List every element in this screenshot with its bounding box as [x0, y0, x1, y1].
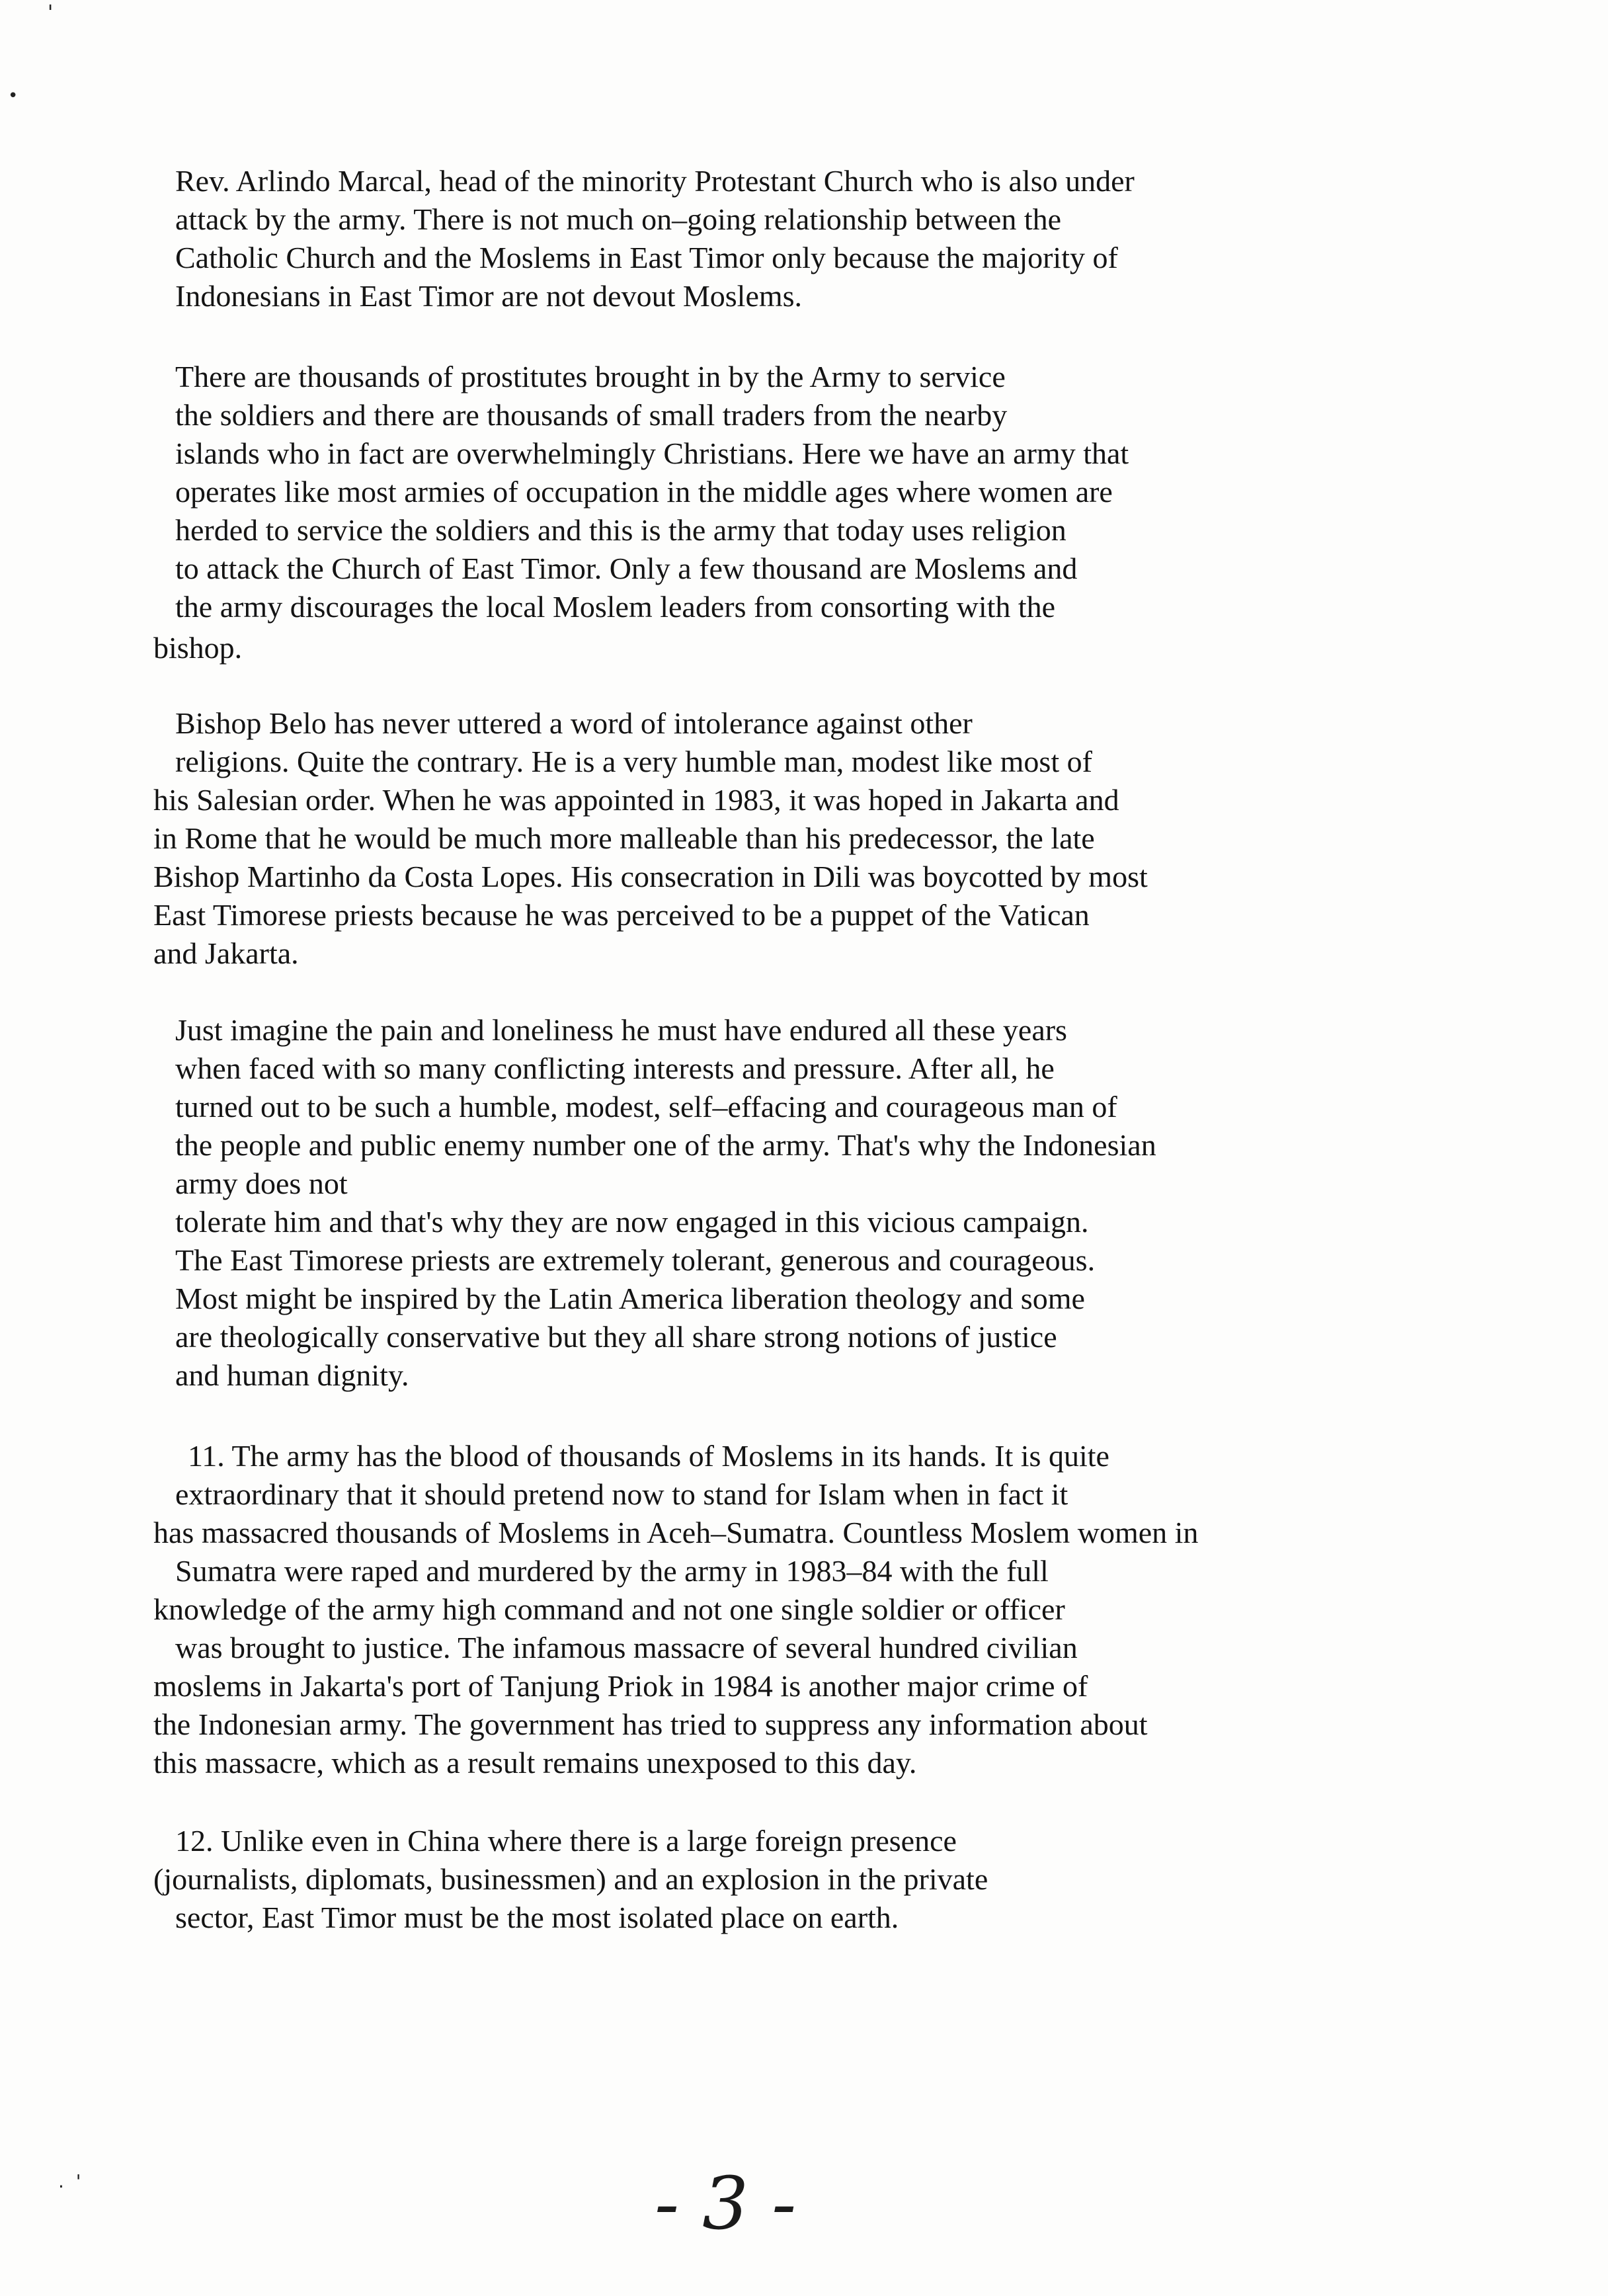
text-line: The East Timorese priests are extremely tolerant, generous and courageous.: [175, 1243, 1096, 1277]
text-line: the army discourages the local Moslem leaders from consorting with the: [175, 590, 1056, 624]
text-line: Most might be inspired by the Latin America liberation theology and some: [175, 1282, 1085, 1315]
text-line: sector, East Timor must be the most isolated place on earth.: [175, 1901, 899, 1934]
text-line: Sumatra were raped and murdered by the army in 1983–84 with the full: [175, 1554, 1049, 1588]
scan-mark-bottom: . ': [58, 2170, 81, 2192]
text-line: herded to service the soldiers and this is the army that today uses religion: [175, 513, 1066, 547]
text-line: to attack the Church of East Timor. Only a few thousand are Moslems and: [175, 552, 1078, 585]
text-line: 11. The army has the blood of thousands of Moslems in its hands. It is quite: [188, 1439, 1109, 1473]
text-line: and human dignity.: [175, 1358, 409, 1392]
text-line: Rev. Arlindo Marcal, head of the minority Protestant Church who is also under: [175, 164, 1135, 198]
text-line: extraordinary that it should pretend now to stand for Islam when in fact it: [175, 1477, 1068, 1511]
text-line: bishop.: [153, 631, 243, 665]
text-line: turned out to be such a humble, modest, self–effacing and courageous man of: [175, 1090, 1117, 1124]
text-line: the people and public enemy number one of the army. That's why the Indonesian: [175, 1128, 1156, 1162]
text-line: his Salesian order. When he was appointed in 1983, it was hoped in Jakarta and: [153, 783, 1119, 817]
text-line: Just imagine the pain and loneliness he must have endured all these years: [175, 1013, 1067, 1047]
text-line: and Jakarta.: [153, 936, 299, 970]
text-line: 12. Unlike even in China where there is a large foreign presence: [175, 1824, 957, 1858]
scan-mark-top: ': [48, 1, 54, 24]
text-line: attack by the army. There is not much on–going relationship between the: [175, 202, 1062, 236]
text-line: operates like most armies of occupation in the middle ages where women are: [175, 475, 1113, 509]
text-line: the soldiers and there are thousands of small traders from the nearby: [175, 398, 1008, 432]
text-line: tolerate him and that's why they are now engaged in this vicious campaign.: [175, 1205, 1089, 1239]
text-line: has massacred thousands of Moslems in Aceh–Sumatra. Countless Moslem women in: [153, 1516, 1199, 1549]
text-line: are theologically conservative but they all share strong notions of justice: [175, 1320, 1057, 1354]
text-line: knowledge of the army high command and not one single soldier or officer: [153, 1592, 1065, 1626]
text-line: religions. Quite the contrary. He is a very humble man, modest like most of: [175, 745, 1092, 778]
text-line: Catholic Church and the Moslems in East Timor only because the majority of: [175, 241, 1118, 274]
text-line: Indonesians in East Timor are not devout Moslems.: [175, 279, 803, 313]
text-line: Bishop Belo has never uttered a word of intolerance against other: [175, 706, 973, 740]
text-line: in Rome that he would be much more malleable than his predecessor, the late: [153, 821, 1095, 855]
text-line: East Timorese priests because he was perceived to be a puppet of the Vatican: [153, 898, 1090, 932]
text-line: this massacre, which as a result remains unexposed to this day.: [153, 1746, 917, 1780]
text-line: islands who in fact are overwhelmingly Christians. Here we have an army that: [175, 436, 1129, 470]
page-number: - 3 -: [655, 2161, 797, 2246]
scan-mark-dot: •: [8, 86, 19, 106]
text-line: There are thousands of prostitutes brought in by the Army to service: [175, 360, 1006, 393]
text-line: the Indonesian army. The government has tried to suppress any information about: [153, 1707, 1148, 1741]
text-line: when faced with so many conflicting interests and pressure. After all, he: [175, 1051, 1055, 1085]
text-line: moslems in Jakarta's port of Tanjung Priok in 1984 is another major crime of: [153, 1669, 1088, 1703]
text-line: Bishop Martinho da Costa Lopes. His consecration in Dili was boycotted by most: [153, 860, 1148, 893]
text-line: (journalists, diplomats, businessmen) and an explosion in the private: [153, 1862, 988, 1896]
text-line: was brought to justice. The infamous massacre of several hundred civilian: [175, 1631, 1078, 1664]
text-line: army does not: [175, 1167, 348, 1200]
